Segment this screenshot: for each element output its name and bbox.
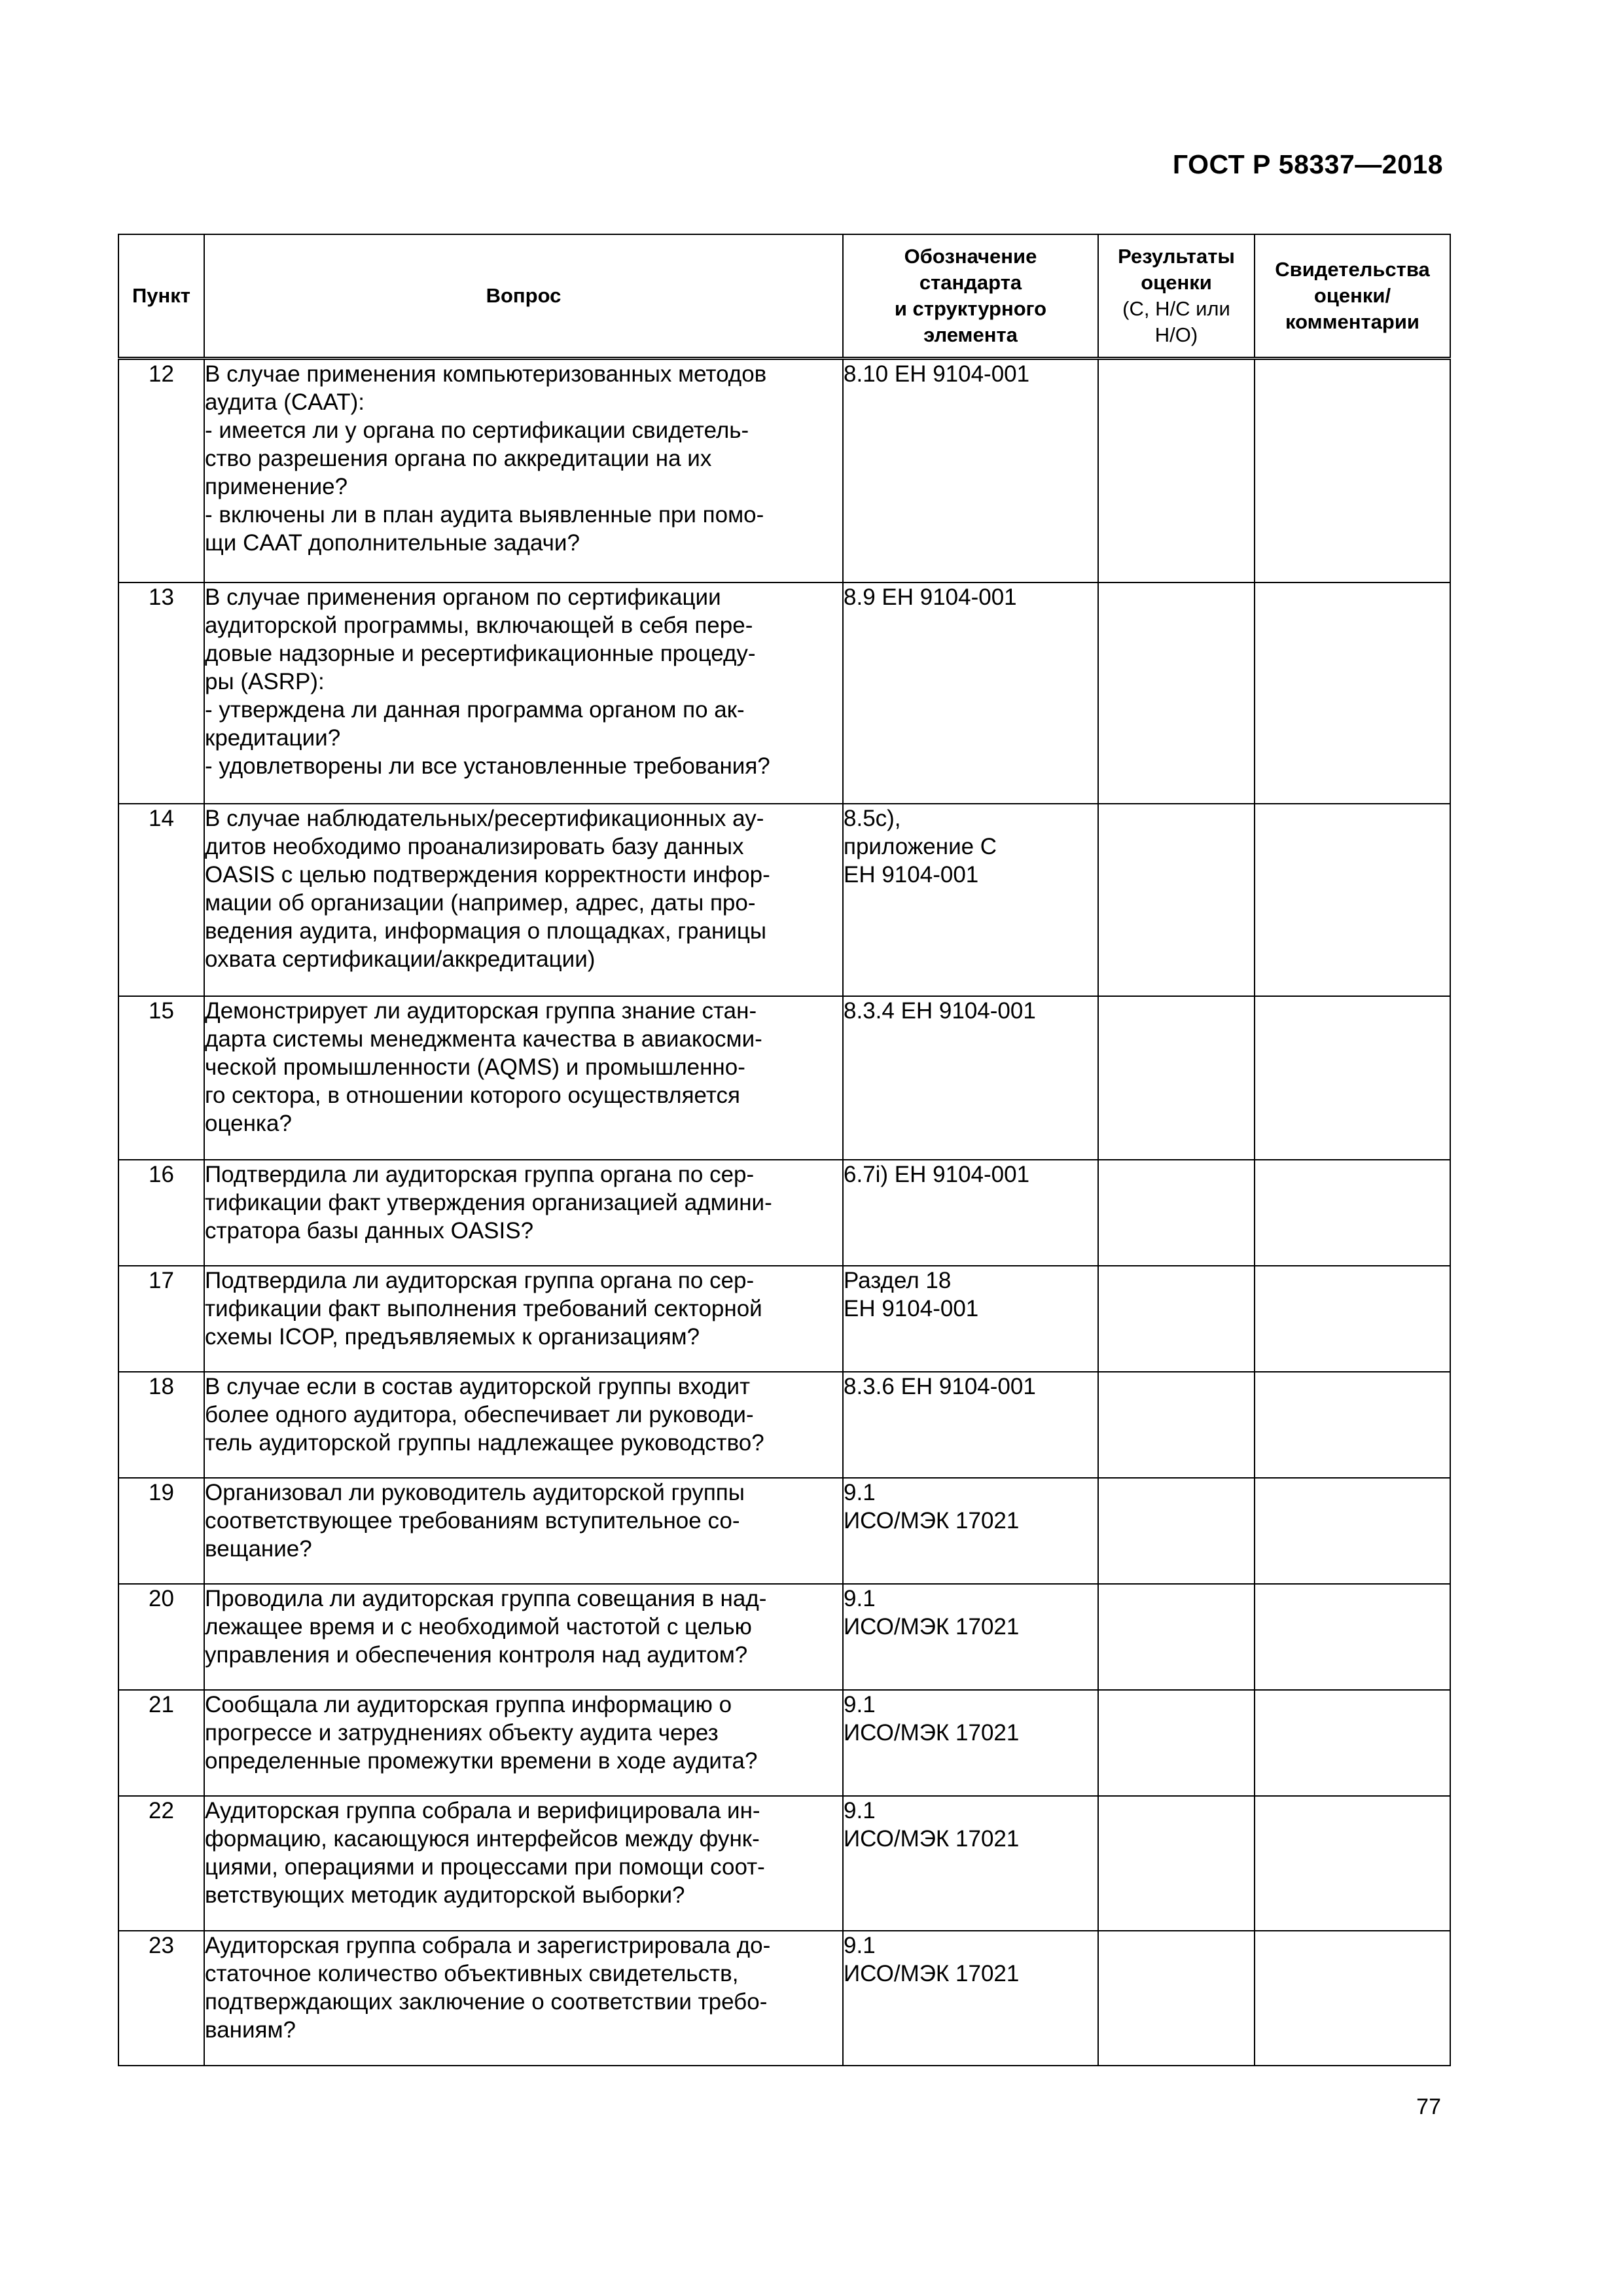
table-row bbox=[118, 1796, 1450, 1931]
question-line: применение? bbox=[205, 474, 348, 499]
table-row bbox=[118, 583, 1450, 804]
question-line: ваниям? bbox=[205, 2017, 296, 2043]
cell-standard bbox=[843, 804, 1098, 996]
question-line: оценка? bbox=[205, 1110, 292, 1136]
cell-point: 18 bbox=[118, 1372, 204, 1478]
table-row bbox=[118, 1160, 1450, 1266]
question-line: дитов необходимо проанализировать базу данных bbox=[205, 833, 744, 859]
cell-evidence[interactable] bbox=[1255, 1931, 1450, 2066]
question-line: ческой промышленности (AQMS) и промышленно- bbox=[205, 1054, 745, 1080]
cell-question bbox=[204, 996, 843, 1160]
question-line: тификации факт утверждения организацией админи- bbox=[205, 1189, 772, 1215]
document-code: ГОСТ Р 58337—2018 bbox=[1172, 149, 1443, 179]
cell-evidence[interactable] bbox=[1255, 1796, 1450, 1931]
cell-result[interactable] bbox=[1098, 359, 1255, 583]
question-line: Демонстрирует ли аудиторская группа знание стан- bbox=[205, 997, 757, 1024]
table-row bbox=[118, 1584, 1450, 1690]
standard-line: ЕН 9104-001 bbox=[844, 861, 979, 888]
table-row bbox=[118, 1266, 1450, 1372]
question-line: го сектора, в отношении которого осуществляется bbox=[205, 1082, 740, 1108]
cell-evidence[interactable] bbox=[1255, 583, 1450, 804]
cell-point: 20 bbox=[118, 1584, 204, 1690]
standard-line: 8.9 ЕН 9104-001 bbox=[844, 584, 1017, 610]
standard-line: 8.3.4 ЕН 9104-001 bbox=[844, 997, 1036, 1024]
table-row bbox=[118, 1372, 1450, 1478]
standard-line: ИСО/МЭК 17021 bbox=[844, 1825, 1020, 1852]
cell-question bbox=[204, 1266, 843, 1372]
question-line: тель аудиторской группы надлежащее руководство? bbox=[205, 1429, 764, 1456]
question-line: Проводила ли аудиторская группа совещания в над- bbox=[205, 1585, 767, 1611]
standard-line: Раздел 18 bbox=[844, 1267, 952, 1293]
question-line: тификации факт выполнения требований секторной bbox=[205, 1295, 762, 1321]
standard-line: 9.1 bbox=[844, 1585, 876, 1611]
question-line: Подтвердила ли аудиторская группа органа по сер- bbox=[205, 1267, 755, 1293]
header-result bbox=[1098, 234, 1255, 359]
cell-point: 21 bbox=[118, 1690, 204, 1796]
question-line: - удовлетворены ли все установленные требования? bbox=[205, 753, 770, 779]
question-line: В случае применения органом по сертификации bbox=[205, 584, 721, 610]
standard-line: ИСО/МЭК 17021 bbox=[844, 1960, 1020, 1986]
cell-evidence[interactable] bbox=[1255, 996, 1450, 1160]
header-result-line: Результаты bbox=[1118, 245, 1235, 268]
question-line: ры (ASRP): bbox=[205, 668, 325, 694]
cell-point: 15 bbox=[118, 996, 204, 1160]
cell-evidence[interactable] bbox=[1255, 359, 1450, 583]
cell-point: 13 bbox=[118, 583, 204, 804]
header-evidence-line: Свидетельства bbox=[1275, 258, 1430, 281]
cell-question bbox=[204, 1160, 843, 1266]
cell-result[interactable] bbox=[1098, 804, 1255, 996]
standard-line: ИСО/МЭК 17021 bbox=[844, 1613, 1020, 1640]
standard-line: ЕН 9104-001 bbox=[844, 1295, 979, 1321]
table-row bbox=[118, 1931, 1450, 2066]
cell-result[interactable] bbox=[1098, 1266, 1255, 1372]
table-header bbox=[118, 234, 1450, 359]
question-line: аудиторской программы, включающей в себя пере- bbox=[205, 612, 753, 638]
standard-line: 6.7i) ЕН 9104-001 bbox=[844, 1161, 1030, 1187]
header-result-note: Н/О) bbox=[1154, 323, 1198, 346]
question-line: определенные промежутки времени в ходе аудита? bbox=[205, 1748, 758, 1774]
cell-result[interactable] bbox=[1098, 1584, 1255, 1690]
question-line: циями, операциями и процессами при помощи соот- bbox=[205, 1854, 765, 1880]
header-point: Пункт bbox=[118, 234, 204, 359]
question-line: Аудиторская группа собрала и верифицировала ин- bbox=[205, 1797, 760, 1823]
cell-standard bbox=[843, 1796, 1098, 1931]
question-line: дарта системы менеджмента качества в авиакосми- bbox=[205, 1026, 762, 1052]
cell-evidence[interactable] bbox=[1255, 1478, 1450, 1584]
header-row bbox=[118, 234, 1450, 359]
cell-standard bbox=[843, 1372, 1098, 1478]
standard-line: 9.1 bbox=[844, 1932, 876, 1958]
header-question: Вопрос bbox=[204, 234, 843, 359]
header-standard bbox=[843, 234, 1098, 359]
question-line: вещание? bbox=[205, 1535, 312, 1562]
cell-point: 19 bbox=[118, 1478, 204, 1584]
cell-point: 12 bbox=[118, 359, 204, 583]
question-line: кредитации? bbox=[205, 725, 341, 751]
cell-result[interactable] bbox=[1098, 1160, 1255, 1266]
question-line: мации об организации (например, адрес, даты про- bbox=[205, 889, 756, 916]
question-line: OASIS с целью подтверждения корректности инфор- bbox=[205, 861, 770, 888]
cell-evidence[interactable] bbox=[1255, 1690, 1450, 1796]
cell-question bbox=[204, 1931, 843, 2066]
table-body bbox=[118, 359, 1450, 2066]
question-line: - утверждена ли данная программа органом по ак- bbox=[205, 696, 745, 723]
cell-point: 17 bbox=[118, 1266, 204, 1372]
question-line: подтверждающих заключение о соответствии требо- bbox=[205, 1988, 768, 2015]
question-line: Организовал ли руководитель аудиторской группы bbox=[205, 1479, 745, 1505]
question-line: более одного аудитора, обеспечивает ли руководи- bbox=[205, 1401, 754, 1427]
cell-question bbox=[204, 804, 843, 996]
header-evidence bbox=[1255, 234, 1450, 359]
cell-standard bbox=[843, 1478, 1098, 1584]
cell-question bbox=[204, 1690, 843, 1796]
header-standard-line: Обозначение bbox=[904, 245, 1037, 268]
audit-checklist-table bbox=[118, 234, 1451, 2066]
standard-line: 9.1 bbox=[844, 1691, 876, 1717]
standard-line: 8.10 ЕН 9104-001 bbox=[844, 361, 1030, 387]
question-line: щи CAAT дополнительные задачи? bbox=[205, 530, 580, 556]
cell-standard bbox=[843, 1931, 1098, 2066]
question-line: - включены ли в план аудита выявленные при помо- bbox=[205, 502, 764, 528]
standard-line: 8.5c), bbox=[844, 805, 901, 831]
page-number: 77 bbox=[1416, 2094, 1441, 2119]
question-line: стратора базы данных OASIS? bbox=[205, 1217, 534, 1244]
cell-standard bbox=[843, 583, 1098, 804]
standard-line: 9.1 bbox=[844, 1479, 876, 1505]
standard-line: ИСО/МЭК 17021 bbox=[844, 1719, 1020, 1746]
question-line: охвата сертификации/аккредитации) bbox=[205, 946, 596, 972]
header-result-line: оценки bbox=[1141, 271, 1212, 294]
cell-point: 16 bbox=[118, 1160, 204, 1266]
question-line: аудита (CAAT): bbox=[205, 389, 365, 415]
cell-standard bbox=[843, 1160, 1098, 1266]
cell-question bbox=[204, 1796, 843, 1931]
cell-evidence[interactable] bbox=[1255, 1372, 1450, 1478]
question-line: В случае применения компьютеризованных методов bbox=[205, 361, 767, 387]
question-line: ветствующих методик аудиторской выборки? bbox=[205, 1882, 685, 1908]
cell-standard bbox=[843, 1584, 1098, 1690]
standard-line: 9.1 bbox=[844, 1797, 876, 1823]
cell-evidence[interactable] bbox=[1255, 1266, 1450, 1372]
cell-standard bbox=[843, 1690, 1098, 1796]
header-standard-line: стандарта bbox=[919, 271, 1022, 294]
standard-line: ИСО/МЭК 17021 bbox=[844, 1507, 1020, 1534]
standard-line: приложение С bbox=[844, 833, 997, 859]
question-line: лежащее время и с необходимой частотой с целью bbox=[205, 1613, 752, 1640]
cell-question bbox=[204, 359, 843, 583]
question-line: Подтвердила ли аудиторская группа органа по сер- bbox=[205, 1161, 755, 1187]
cell-standard bbox=[843, 359, 1098, 583]
cell-point: 22 bbox=[118, 1796, 204, 1931]
question-line: Аудиторская группа собрала и зарегистрировала до- bbox=[205, 1932, 771, 1958]
cell-point: 23 bbox=[118, 1931, 204, 2066]
cell-evidence[interactable] bbox=[1255, 804, 1450, 996]
cell-result[interactable] bbox=[1098, 583, 1255, 804]
cell-result[interactable] bbox=[1098, 1372, 1255, 1478]
standard-line: 8.3.6 ЕН 9104-001 bbox=[844, 1373, 1036, 1399]
table-row bbox=[118, 1478, 1450, 1584]
cell-standard bbox=[843, 1266, 1098, 1372]
header-standard-line: элемента bbox=[923, 323, 1018, 346]
question-line: Сообщала ли аудиторская группа информацию о bbox=[205, 1691, 732, 1717]
table-row bbox=[118, 1690, 1450, 1796]
question-line: статочное количество объективных свидетельств, bbox=[205, 1960, 739, 1986]
table-row bbox=[118, 359, 1450, 583]
question-line: В случае если в состав аудиторской группы входит bbox=[205, 1373, 751, 1399]
question-line: прогрессе и затруднениях объекту аудита через bbox=[205, 1719, 719, 1746]
question-line: ство разрешения органа по аккредитации на их bbox=[205, 446, 712, 471]
question-line: соответствующее требованиям вступительное со- bbox=[205, 1507, 740, 1534]
cell-result[interactable] bbox=[1098, 1690, 1255, 1796]
table-row bbox=[118, 804, 1450, 996]
question-line: формацию, касающуюся интерфейсов между функ- bbox=[205, 1825, 760, 1852]
cell-question bbox=[204, 1372, 843, 1478]
question-line: схемы ICOP, предъявляемых к организациям? bbox=[205, 1323, 700, 1350]
header-evidence-line: комментарии bbox=[1285, 310, 1419, 333]
cell-evidence[interactable] bbox=[1255, 1584, 1450, 1690]
cell-standard bbox=[843, 996, 1098, 1160]
question-line: - имеется ли у органа по сертификации свидетель- bbox=[205, 418, 749, 443]
cell-question bbox=[204, 1478, 843, 1584]
cell-result[interactable] bbox=[1098, 1931, 1255, 2066]
question-line: управления и обеспечения контроля над аудитом? bbox=[205, 1641, 748, 1668]
question-line: довые надзорные и ресертификационные процеду- bbox=[205, 640, 756, 666]
header-result-note: (С, Н/С или bbox=[1122, 297, 1230, 320]
question-line: В случае наблюдательных/ресертификационных ау- bbox=[205, 805, 764, 831]
cell-point: 14 bbox=[118, 804, 204, 996]
cell-question bbox=[204, 583, 843, 804]
question-line: ведения аудита, информация о площадках, границы bbox=[205, 918, 767, 944]
cell-result[interactable] bbox=[1098, 1796, 1255, 1931]
cell-evidence[interactable] bbox=[1255, 1160, 1450, 1266]
table-row bbox=[118, 996, 1450, 1160]
header-evidence-line: оценки/ bbox=[1313, 284, 1391, 307]
header-standard-line: и структурного bbox=[894, 297, 1047, 320]
cell-result[interactable] bbox=[1098, 996, 1255, 1160]
cell-result[interactable] bbox=[1098, 1478, 1255, 1584]
cell-question bbox=[204, 1584, 843, 1690]
